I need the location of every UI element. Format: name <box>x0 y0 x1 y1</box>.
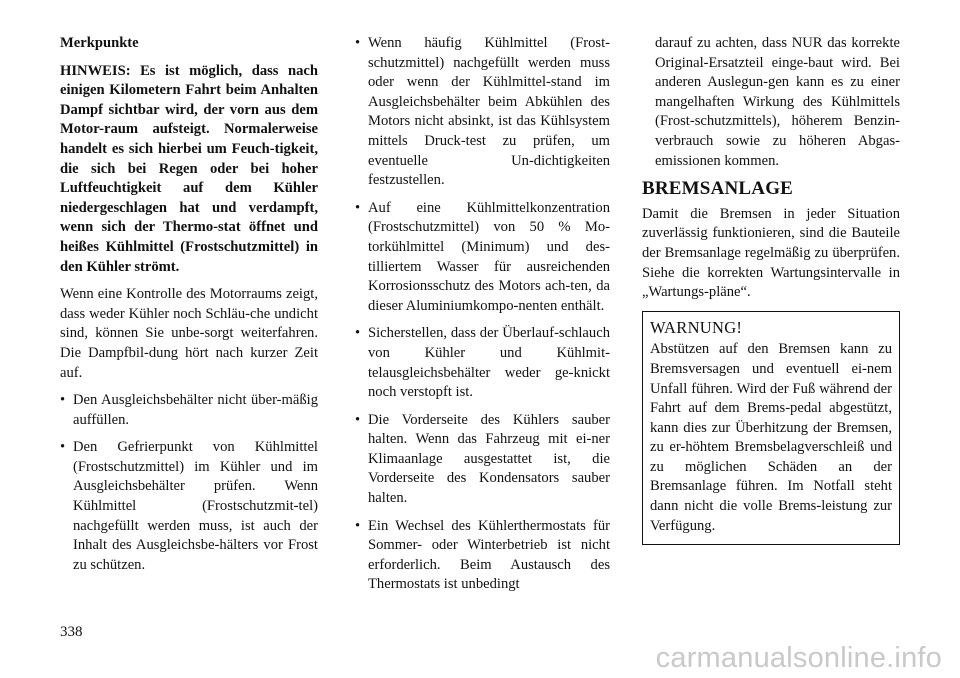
warning-text: Abstützen auf den Bremsen kann zu Bremsversagen und eventuell ei-nem Unfall führen. Wird der Fuß während der Fahrt auf dem Brems-pedal abgestützt, kann dies zur Überhitzung der Bremsen, zu er-höhtem Bremsbelagverschleiß und zu möglichen Schäden an der Bremsanlage führen. Im Notfall steht dann nicht die volle Brems-leistung zur Verfügung. <box>650 341 892 534</box>
merkpunkte-heading: Merkpunkte <box>60 35 139 51</box>
list-item: • Die Vorderseite des Kühlers sauber halten. Wenn das Fahrzeug mit ei-ner Klimaanlage ausgestattet ist, die Vorderseite des Kondensators sauber halten. <box>355 411 610 509</box>
motorraum-paragraph: Wenn eine Kontrolle des Motorraums zeigt, dass weder Kühler noch Schläu-che undicht sind, können Sie unbe-sorgt weiterfahren. Die Dampfbil-dung hört nach kurzer Zeit auf. <box>60 286 318 381</box>
middle-bullet-list <box>355 34 610 595</box>
warning-title: WARNUNG! <box>650 317 743 337</box>
list-item: • Wenn häufig Kühlmittel (Frost-schutzmittel) nachgefüllt werden muss oder wenn der Kühlmittel-stand im Ausgleichsbehälter beim Abkühlen des Motors nicht absinkt, ist das Kühlsystem mittels Druck-test zu prüfen, um eventuelle Un-dichtigkeiten festzustellen. <box>355 34 610 191</box>
left-bullet-list <box>60 391 318 575</box>
warning-box <box>642 311 900 546</box>
right-column <box>642 34 900 545</box>
list-item: • Sicherstellen, dass der Überlauf-schlauch von Kühler und Kühlmit-telausgleichsbehälter weder ge-knickt noch verstopft ist. <box>355 324 610 402</box>
middle-column <box>355 34 610 603</box>
bullet-continuation: darauf zu achten, dass NUR das korrekte Original-Ersatzteil einge-baut wird. Bei anderen Auslegun-gen kann es zu einer mangelhaften Wirkung des Kühlmittels (Frost-schutzmittels), höherem Benzin-verbrauch sowie zu höheren Abgas-emissionen kommen. <box>655 35 900 169</box>
bremsanlage-paragraph: Damit die Bremsen in jeder Situation zuverlässig funktionieren, sind die Bauteile der Bremsanlage regelmäßig zu überprüfen. Siehe die korrekten Wartungsintervalle in „Wartungs-pläne“. <box>642 205 900 301</box>
left-column <box>60 34 318 583</box>
list-item: • Den Ausgleichsbehälter nicht über-mäßig auffüllen. <box>60 391 318 430</box>
list-item: • Ein Wechsel des Kühlerthermostats für Sommer- oder Winterbetrieb ist nicht erforderlich. Beim Austausch des Thermostats ist unbedingt <box>355 517 610 595</box>
watermark-text: carmanualsonline.info <box>655 642 942 674</box>
list-item: • Auf eine Kühlmittelkonzentration (Frostschutzmittel) von 50 % Mo-torkühlmittel (Minimum) und des-tilliertem Wasser für ausreichenden Korrosionsschutz des Motors ach-ten, da dieser Aluminiumkompo-nenten enthält. <box>355 199 610 317</box>
hinweis-note: HINWEIS: Es ist möglich, dass nach einigen Kilometern Fahrt beim Anhalten Dampf sichtbar wird, der vorn aus dem Motor-raum aufsteigt. Normalerweise handelt es sich hierbei um Feuch-tigkeit, die sich bei Regen oder bei hoher Luftfeuchtigkeit auf dem Kühler niedergeschlagen hat und verdampft, wenn sich der Thermo-stat öffnet und heißes Kühlmittel (Frostschutzmittel) in den Kühler strömt. <box>60 62 318 275</box>
page-number: 338 <box>60 624 83 640</box>
list-item: • Den Gefrierpunkt von Kühlmittel (Frostschutzmittel) im Kühler und im Ausgleichsbehälter prüfen. Wenn Kühlmittel (Frostschutzmit-tel) nachgefüllt werden muss, ist auch der Inhalt des Ausgleichsbe-hälters vor Frost zu schützen. <box>60 438 318 575</box>
section-title-bremsanlage: BREMSANLAGE <box>642 178 794 200</box>
